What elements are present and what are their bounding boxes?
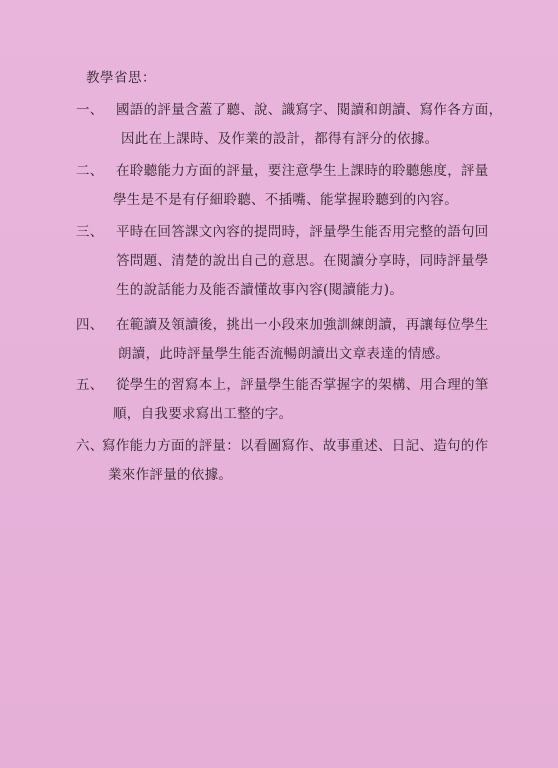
- item-line: 平時在回答課文內容的提問時，評量學生能否用完整的語句回: [116, 224, 489, 240]
- item-number: 五、: [76, 377, 104, 393]
- item-number: 四、: [76, 317, 104, 333]
- item-number: 二、: [76, 163, 104, 179]
- reflection-item-1: [76, 96, 503, 154]
- item-line: 答問題、清楚的說出自己的意思。在閱讀分享時，同時評量學: [116, 253, 489, 269]
- item-line: 業來作評量的依據。: [108, 467, 233, 483]
- item-line: 國語的評量含蓋了聽、說、識寫字、閱讀和朗讀、寫作各方面，: [116, 102, 503, 118]
- item-line: 在範讀及領讀後，挑出一小段來加強訓練朗讀，再讓每位學生: [116, 317, 489, 333]
- item-line: 在聆聽能力方面的評量，要注意學生上課時的聆聽態度，評量: [116, 163, 489, 179]
- item-line: 順，自我要求寫出工整的字。: [113, 406, 293, 422]
- document-heading: 教學省思：: [86, 70, 156, 86]
- reflection-item-2: [76, 157, 489, 215]
- item-line: 寫作能力方面的評量：以看圖寫作、故事重述、日記、造句的作: [102, 438, 489, 454]
- reflection-item-4: [76, 311, 489, 369]
- item-line: 因此在上課時、及作業的設計，都得有評分的依據。: [121, 131, 439, 147]
- reflection-item-3: [76, 218, 489, 305]
- item-number: 一、: [76, 102, 104, 118]
- item-line: 生的說話能力及能否讀懂故事內容(閱讀能力)。: [116, 282, 404, 298]
- reflection-item-5: [76, 371, 489, 429]
- item-line: 從學生的習寫本上，評量學生能否掌握字的架構、用合理的筆: [116, 377, 489, 393]
- item-line: 學生是不是有仔細聆聽、不插嘴、能掌握聆聽到的內容。: [113, 192, 458, 208]
- reflection-item-6: [76, 432, 489, 490]
- item-number: 六、: [76, 438, 104, 454]
- item-line: 朗讀，此時評量學生能否流暢朗讀出文章表達的情感。: [118, 346, 450, 362]
- item-number: 三、: [76, 224, 104, 240]
